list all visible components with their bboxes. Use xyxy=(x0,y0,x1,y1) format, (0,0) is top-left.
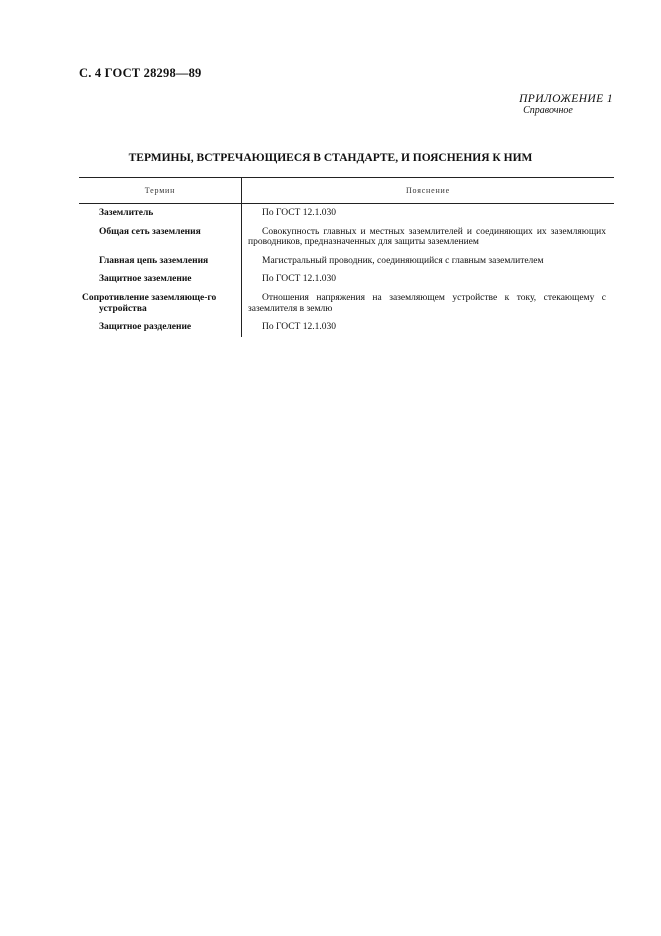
table-row xyxy=(79,252,614,271)
term-cell: Заземлитель xyxy=(79,204,242,223)
table-row xyxy=(79,223,614,252)
explanation-cell: Отношения напряжения на заземляющем устройстве к току, стекающему с заземлителя в землю xyxy=(248,292,606,314)
explanation-cell: Совокупность главных и местных заземлителей и соединяющих их заземляющих проводников, предназначенных для защиты заземлением xyxy=(248,226,606,248)
term-cell: Защитное заземление xyxy=(79,270,242,289)
page-header: С. 4 ГОСТ 28298—89 xyxy=(79,66,202,80)
explanation-cell: По ГОСТ 12.1.030 xyxy=(262,322,336,333)
table-row xyxy=(79,270,614,289)
table-row xyxy=(79,289,614,318)
term-cell: Главная цепь заземления xyxy=(79,252,242,271)
appendix-title: ПРИЛОЖЕНИЕ 1 xyxy=(519,93,613,105)
term-cell: Защитное разделение xyxy=(79,318,242,337)
table-row xyxy=(79,318,614,337)
column-header-explanation: Пояснение xyxy=(405,186,450,195)
term-cell: Общая сеть заземления xyxy=(79,223,242,252)
appendix-subtitle: Справочное xyxy=(523,105,573,116)
terms-table xyxy=(79,177,614,337)
explanation-cell: По ГОСТ 12.1.030 xyxy=(262,208,336,218)
column-header-term: Термин xyxy=(79,178,242,203)
table-header xyxy=(79,177,614,204)
table-row xyxy=(79,204,614,223)
document-title: ТЕРМИНЫ, ВСТРЕЧАЮЩИЕСЯ В СТАНДАРТЕ, И ПОЯСНЕНИЯ К НИМ xyxy=(128,152,533,164)
term-cell xyxy=(79,289,242,318)
explanation-cell: Магистральный проводник, соединяющийся с главным заземлителем xyxy=(262,255,544,266)
term-text: Сопротивление заземляюще-го устройства xyxy=(82,292,217,314)
table-body xyxy=(79,204,614,337)
explanation-cell: По ГОСТ 12.1.030 xyxy=(262,274,336,285)
appendix-label xyxy=(519,93,613,116)
